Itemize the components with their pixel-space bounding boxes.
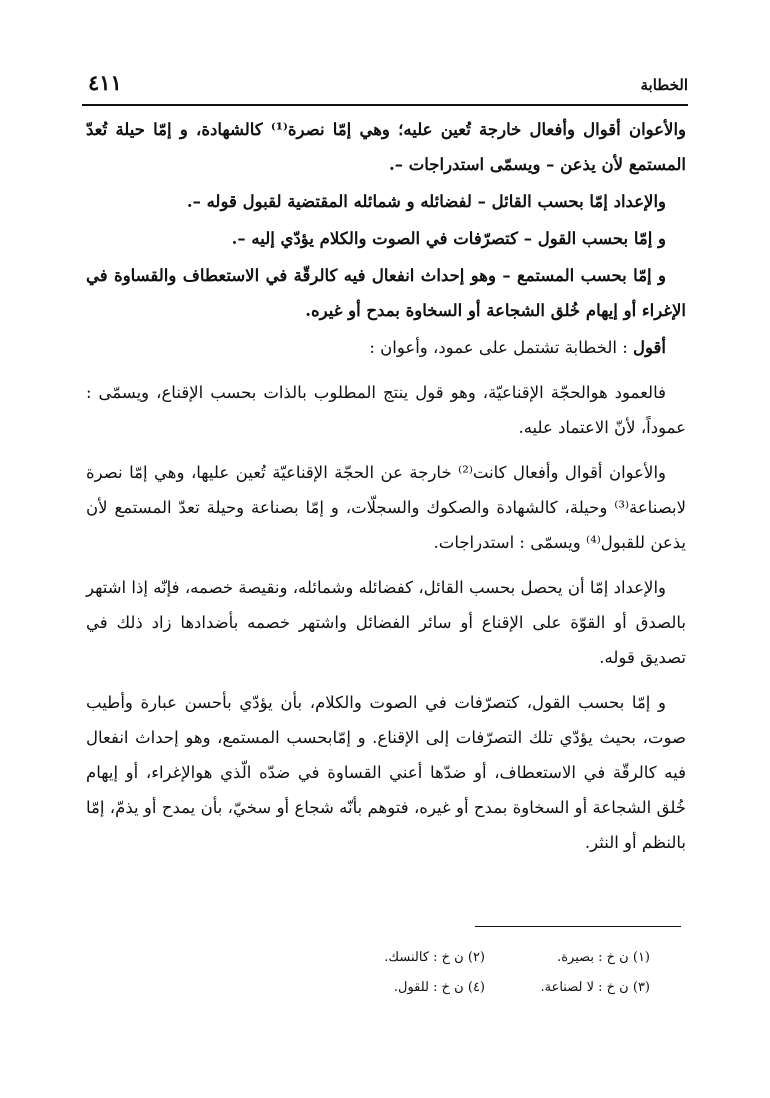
page-body [86,112,686,860]
footnote-rule [475,926,681,927]
intro-keyword: أقول [633,338,666,357]
commentary-intro [86,330,686,365]
intro-text: : الخطابة تشتمل على عمود، وأعوان : [369,338,634,357]
matn-paragraph-1: والأعوان أقوال وأفعال خارجة تُعين عليه؛ وهي إمّا نصرة⁽¹⁾ كالشهادة، و إمّا حيلة تُعدّ المستمع لأن يذعن – ويسمّى استدراجات –. [86,120,686,174]
matn-paragraph-4: و إمّا بحسب المستمع – وهو إحداث انفعال فيه كالرقّة في الاستعطاف والقساوة في الإغراء أو إيهام خُلق الشجاعة أو السخاوة بمدح أو غيره. [86,266,686,320]
footnote-3: (٣) ن خ : لا لصناعة. [540,980,650,995]
header-rule [82,104,688,106]
commentary-paragraph-3: والإعداد إمّا أن يحصل بحسب القائل، كفضائله وشمائله، ونقيصة خصمه، فإنّه إذا اشتهر بالصدق أو القوّة على الإقناع أو سائر الفضائل واشتهر خصمه بأضدادها زاد ذلك في تصديق قوله. [86,578,686,667]
footnote-2: (٢) ن خ : كالنسك. [384,950,485,965]
commentary-paragraph-4: و إمّا بحسب القول، كتصرّفات في الصوت والكلام، بأن يؤدّي بأحسن عبارة وأطيب صوت، بحيث يؤدّي تلك التصرّفات إلى الإقناع. و إمّابحسب المستمع، وهو إحداث انفعال فيه كالرقّة في الاستعطاف، أو ضدّها أعني القساوة في ضدّه الّذي هوالإغراء، أو إيهام خُلق الشجاعة أو السخاوة بمدح أو غيره، فتوهم بأنّه شجاع أو سخيّ، بأن يمدح أو يذمّ، إمّا بالنظم أو النثر. [86,693,686,852]
footnote-1: (١) ن خ : بصيرة. [557,950,650,965]
matn-paragraph-2: والإعداد إمّا بحسب القائل – لفضائله و شمائله المقتضية لقبول قوله –. [186,192,666,211]
footnote-4: (٤) ن خ : للقول. [393,980,485,995]
page-number: ٤١١ [88,70,122,95]
page-header [82,70,688,102]
running-title: الخطابة [640,76,688,94]
matn-paragraph-3: و إمّا بحسب القول – كتصرّفات في الصوت والكلام يؤدّي إليه –. [231,229,666,248]
commentary-paragraph-2: والأعوان أقوال وأفعال كانت⁽²⁾ خارجة عن الحجّة الإقناعيّة تُعين عليها، وهي إمّا نصرة لابصناعة⁽³⁾ وحيلة، كالشهادة والصكوك والسجلّات، و إمّا بصناعة وحيلة تعدّ المستمع لأن يذعن للقبول⁽⁴⁾ ويسمّى : استدراجات. [86,463,686,552]
commentary-paragraph-1: فالعمود هوالحجّة الإقناعيّة، وهو قول ينتج المطلوب بالذات بحسب الإقناع، ويسمّى : عموداً، لأنّ الاعتماد عليه. [86,383,686,437]
